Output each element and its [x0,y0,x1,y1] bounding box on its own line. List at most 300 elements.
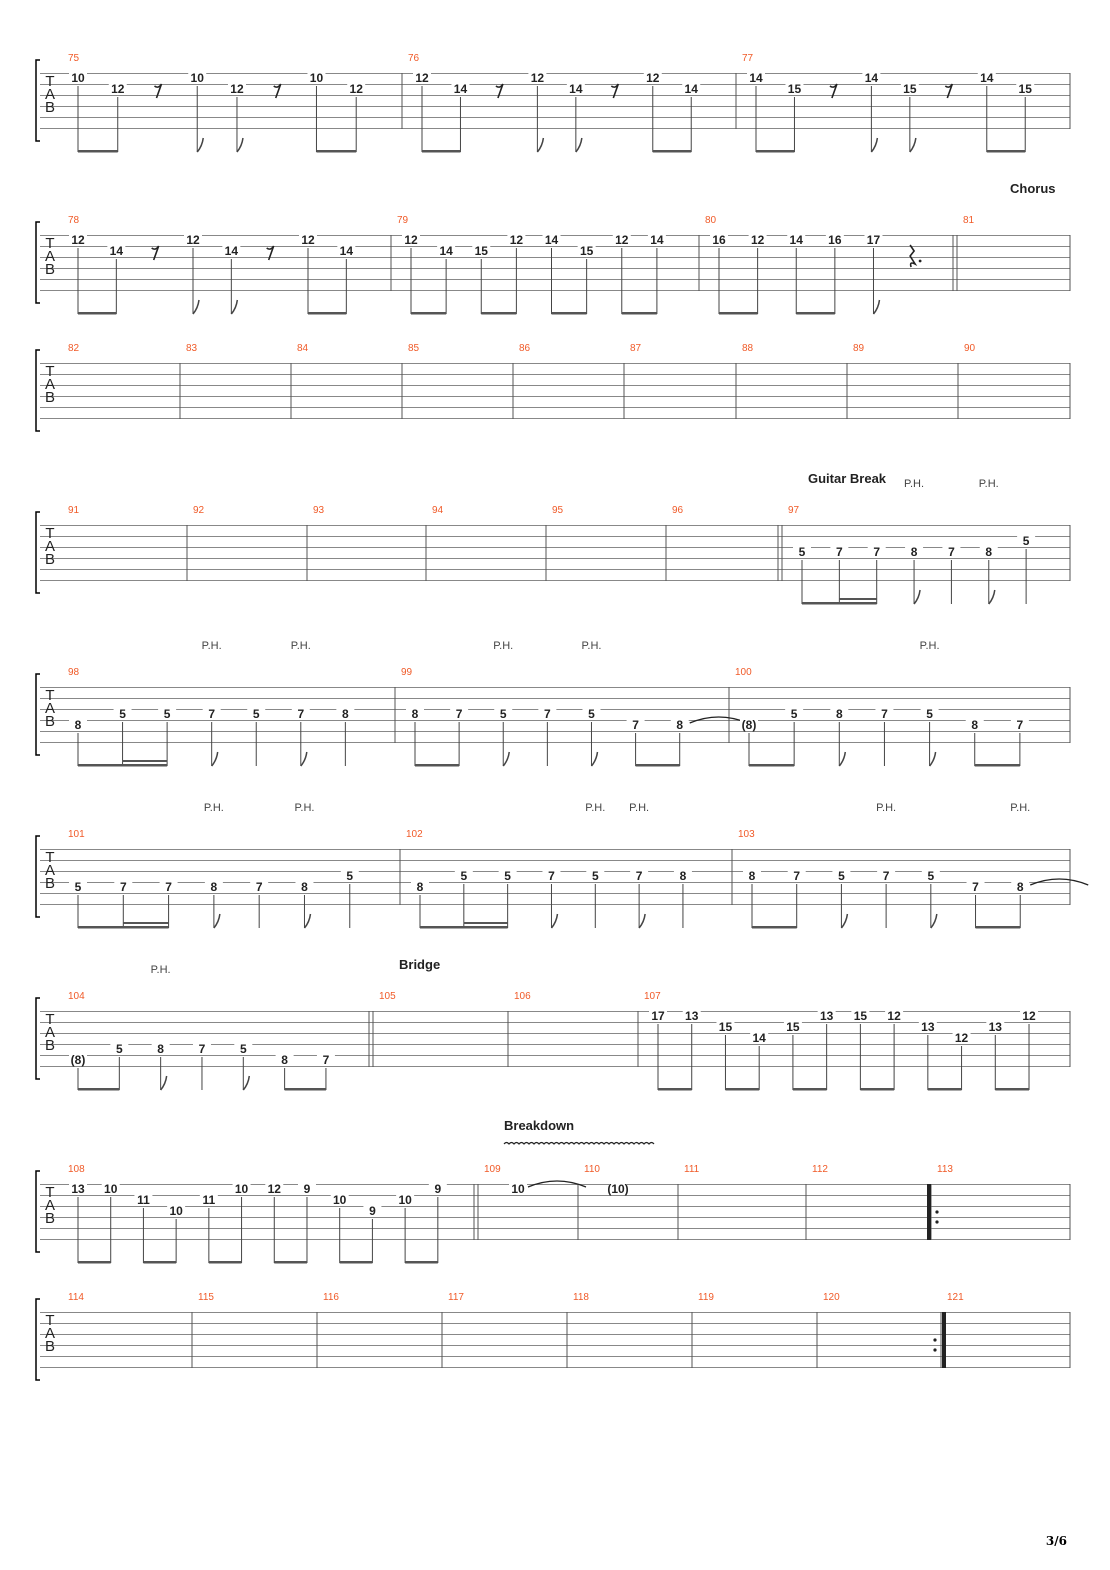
note-beam [752,926,797,929]
note-beam [658,1088,692,1091]
fret-number: 15 [1018,82,1032,96]
fret-number: 9 [303,1182,311,1196]
measure [964,343,976,354]
note-flag [591,752,597,766]
note-flag [910,138,916,152]
fret-number: 8 [910,545,918,559]
palm-harmonic-label: P.H. [150,964,171,976]
fret-number: 8 [210,880,218,894]
fret-number: 7 [322,1053,330,1067]
palm-harmonic-label: P.H. [978,478,999,490]
repeat-start-bar [927,1184,931,1240]
repeat-dot [933,1348,936,1351]
measure [705,215,953,315]
fret-number: 12 [267,1182,281,1196]
tab-clef-letter: A [44,1197,56,1214]
measure-number: 112 [812,1164,828,1175]
note-flag [237,138,243,152]
note-beam [719,312,758,315]
palm-harmonic-label: P.H. [294,802,315,814]
measure-number: 87 [630,343,642,354]
note-beam [78,150,118,153]
measure-number: 119 [698,1292,714,1303]
note-flag [161,1076,167,1090]
tab-clef-letter: T [45,687,55,704]
measure [584,1164,629,1196]
tab-clef-letter: A [44,862,56,879]
measure [297,343,309,354]
fret-number: 14 [684,82,698,96]
measure-number: 120 [823,1292,840,1303]
measure [552,505,564,516]
fret-number: 5 [504,869,511,883]
palm-harmonic-label: P.H. [581,640,602,652]
measure [68,802,359,929]
fret-number: 14 [109,244,124,258]
measure-number: 116 [323,1292,339,1303]
palm-harmonic-label: P.H. [493,640,514,652]
note-beam-16th [123,760,168,762]
note-flag [841,914,847,928]
note-flag [551,914,557,928]
measure-number: 78 [68,215,80,226]
repeat-end-bar [942,1312,946,1368]
fret-number: 13 [921,1020,935,1034]
measure-number: 75 [68,53,80,64]
section-label: Bridge [399,957,441,972]
fret-number: 8 [679,869,687,883]
fret-number: 7 [873,545,881,559]
measure-number: 121 [947,1292,964,1303]
fret-number: 8 [74,718,82,732]
fret-number: 13 [988,1020,1002,1034]
fret-number: 14 [650,233,664,247]
fret-number: 5 [346,869,354,883]
measure [313,505,325,516]
system-brace [36,836,40,917]
fret-number: 14 [864,71,879,85]
fret-number: 7 [793,869,801,883]
fret-number: 13 [685,1009,699,1023]
measure [408,343,420,354]
palm-harmonic-label: P.H. [290,640,311,652]
fret-number: 5 [119,707,126,721]
measure [68,53,365,153]
tab-clef-letter: T [45,849,55,866]
tab-system [36,1118,1070,1264]
note-beam [653,150,691,153]
measure [947,1292,964,1303]
measure [742,343,754,354]
fret-number: 15 [853,1009,868,1023]
fret-number: 15 [787,82,802,96]
section-label: Breakdown [504,1118,575,1133]
fret-number: 10 [169,1204,183,1218]
tab-system [36,471,1070,605]
repeat-dot [933,1338,936,1341]
measure-number: 89 [853,343,865,354]
measure-number: 118 [573,1292,589,1303]
fret-number: 17 [866,233,881,247]
measure [193,505,205,516]
note-flag [214,914,220,928]
fret-number: 9 [369,1204,376,1218]
measure-number: 110 [584,1164,600,1175]
quarter-rest [910,245,915,267]
fret-number: 14 [752,1031,766,1045]
note-flag [503,752,509,766]
measure-number: 103 [738,829,755,840]
fret-number: 14 [980,71,994,85]
fret-number: 5 [499,707,507,721]
fret-number: 5 [252,707,260,721]
system-brace [36,350,40,431]
tab-clef-letter: A [44,248,56,265]
fret-number: 13 [71,1182,85,1196]
note-beam [860,1088,894,1091]
fret-number: 14 [453,82,468,96]
note-flag [212,752,218,766]
palm-harmonic-label: P.H. [203,802,224,814]
fret-number: 16 [828,233,842,247]
fret-number: 8 [416,880,424,894]
tab-system [36,53,1070,153]
tab-clef-letter: B [44,1037,56,1054]
note-flag [930,752,936,766]
tab-clef-letter: A [44,376,56,393]
measure [573,1292,589,1303]
system-brace [36,512,40,593]
fret-number: 12 [887,1009,901,1023]
measure [630,343,642,354]
tab-clef-letter: B [44,713,56,730]
fret-number: 13 [819,1009,834,1023]
measure [432,505,444,516]
measure-number: 88 [742,343,754,354]
tab-clef-letter: A [44,538,56,555]
fret-number: 5 [790,707,798,721]
tab-clef-letter: T [45,235,55,252]
fret-number: 7 [632,718,639,732]
measure-number: 94 [432,505,444,516]
measure-number: 83 [186,343,198,354]
measure [742,53,1034,153]
fret-number: 5 [927,869,935,883]
tab-system [36,181,1070,315]
fret-number: 8 [411,707,419,721]
measure-number: 85 [408,343,420,354]
fret-number: 12 [750,233,765,247]
tab-clef-letter: B [44,1210,56,1227]
note-beam [636,764,680,767]
measure-number: 99 [401,667,413,678]
measure [408,53,700,153]
fret-number: 5 [163,707,171,721]
measure-number: 79 [397,215,409,226]
fret-number: 15 [718,1020,733,1034]
tab-clef-letter: B [44,389,56,406]
fret-number: 7 [544,707,551,721]
measure-number: 111 [684,1164,700,1175]
measure [514,991,531,1002]
note-flag [873,300,879,314]
fret-number: 12 [615,233,629,247]
tab-system [36,802,1088,929]
fret-number: 12 [230,82,244,96]
measure [738,802,1088,929]
fret-number: 17 [651,1009,665,1023]
measure [68,505,80,516]
measure-number: 101 [68,829,85,840]
note-beam [143,1261,176,1264]
tab-clef-letter: B [44,261,56,278]
note-flag [301,752,307,766]
tab-clef-letter: T [45,1184,55,1201]
measure [963,181,1056,226]
fret-number: 8 [281,1053,288,1067]
palm-harmonic-label: P.H. [919,640,940,652]
fret-number: 7 [948,545,955,559]
vibrato-wave [504,1143,654,1145]
fret-number: 12 [71,233,85,247]
note-flag [931,914,937,928]
measure [198,1292,214,1303]
note-beam [552,312,587,315]
measure-number: 108 [68,1164,85,1175]
fret-number: 5 [239,1042,247,1056]
measure [448,1292,464,1303]
note-beam [976,926,1021,929]
measure [397,215,666,315]
note-beam [622,312,657,315]
measure-number: 84 [297,343,309,354]
note-beam [78,312,116,315]
measure-number: 113 [937,1164,953,1175]
measure-number: 109 [484,1164,501,1175]
fret-number: 5 [838,869,845,883]
measure [68,215,355,315]
section-label: Guitar Break [808,471,887,486]
fret-number: 10 [333,1193,347,1207]
fret-number: 5 [460,869,468,883]
tab-system [36,343,1070,431]
fret-number: 8 [971,718,979,732]
fret-number: (8) [70,1053,86,1067]
measure-number: 107 [644,991,661,1002]
fret-number: 12 [530,71,545,85]
measure-number: 81 [963,215,975,226]
fret-number: 14 [789,233,803,247]
palm-harmonic-label: P.H. [876,802,897,814]
fret-number: 10 [104,1182,118,1196]
fret-number: 7 [297,707,305,721]
fret-number: 12 [509,233,524,247]
measure [186,343,198,354]
note-beam [209,1261,242,1264]
fret-number: 9 [434,1182,442,1196]
tab-system [36,1292,1070,1380]
fret-number: 15 [903,82,917,96]
fret-number: 14 [544,233,559,247]
note-beam [928,1088,962,1091]
measure-number: 90 [964,343,976,354]
measure [684,1164,700,1175]
fret-number: 15 [786,1020,800,1034]
fret-number: 10 [190,71,204,85]
tab-clef-letter: B [44,1338,56,1355]
tab-clef-letter: A [44,700,56,717]
note-beam [78,1088,119,1091]
fret-number: 7 [1016,718,1024,732]
note-beam-16th [123,922,168,924]
measure [379,957,440,1002]
fret-number: 8 [748,869,756,883]
note-beam [481,312,516,315]
measure [735,640,1029,767]
fret-number: 16 [712,233,726,247]
measure [937,1164,953,1175]
fret-number: 12 [349,82,363,96]
measure-number: 100 [735,667,752,678]
note-beam [78,926,169,929]
note-beam [78,1261,111,1264]
note-beam [987,150,1025,153]
measure-number: 93 [313,505,325,516]
measure-number: 96 [672,505,684,516]
measure [323,1292,339,1303]
tab-clef-letter: A [44,1024,56,1041]
note-beam [415,764,459,767]
fret-number: 12 [1022,1009,1036,1023]
note-beam [975,764,1020,767]
measure-number: 115 [198,1292,214,1303]
note-beam [78,764,167,767]
fret-number: 10 [511,1182,525,1196]
measure [68,964,369,1091]
measure [698,1292,714,1303]
repeat-dot [935,1210,938,1213]
fret-number: 7 [972,880,979,894]
fret-number: 14 [749,71,763,85]
fret-number: 14 [439,244,453,258]
system-brace [36,1299,40,1380]
palm-harmonic-label: P.H. [629,802,650,814]
measure-number: 91 [68,505,80,516]
measure [68,1164,474,1264]
note-beam [420,926,508,929]
fret-number: 8 [1016,880,1024,894]
measure [644,991,1038,1091]
note-flag [989,590,995,604]
note-flag [197,138,203,152]
fret-number: 15 [579,244,594,258]
fret-number: 5 [798,545,806,559]
tab-clef-letter: B [44,551,56,568]
fret-number: (10) [607,1182,629,1196]
palm-harmonic-label: P.H. [904,478,925,490]
system-brace [36,998,40,1079]
measure-number: 117 [448,1292,464,1303]
note-beam [340,1261,373,1264]
measure-number: 97 [788,505,800,516]
fret-number: 12 [186,233,200,247]
fret-number: 7 [882,869,890,883]
fret-number: 10 [234,1182,249,1196]
tab-clef-letter: T [45,1312,55,1329]
note-beam [725,1088,759,1091]
measure-number: 82 [68,343,80,354]
note-beam [793,1088,827,1091]
measure-number: 98 [68,667,80,678]
note-beam-16th [839,598,876,600]
fret-number: 7 [635,869,643,883]
fret-number: 10 [71,71,85,85]
fret-number: 5 [1022,534,1030,548]
fret-number: 5 [588,707,595,721]
fret-number: 8 [157,1042,164,1056]
measure-number: 102 [406,829,423,840]
measure-number: 92 [193,505,205,516]
page-number: 3/6 [1045,1534,1067,1548]
measure [68,640,354,767]
measure [68,1292,84,1303]
palm-harmonic-label: P.H. [201,640,222,652]
fret-number: 7 [455,707,463,721]
repeat-dot [935,1220,938,1223]
note-flag [914,590,920,604]
measure-number: 105 [379,991,396,1002]
fret-number: 14 [569,82,583,96]
note-flag [193,300,199,314]
palm-harmonic-label: P.H. [585,802,606,814]
fret-number: 5 [591,869,599,883]
note-beam [308,312,346,315]
tab-system [36,957,1070,1091]
note-beam [749,764,794,767]
measure-number: 95 [552,505,564,516]
tab-system [36,640,1070,767]
fret-number: 11 [202,1193,216,1207]
note-beam [411,312,446,315]
fret-number: 5 [926,707,933,721]
note-flag [231,300,237,314]
measure-number: 80 [705,215,717,226]
fret-number: 8 [301,880,308,894]
measure-number: 77 [742,53,754,64]
fret-number: 7 [548,869,555,883]
fret-number: 12 [415,71,429,85]
measure [401,640,748,767]
fret-number: 7 [198,1042,206,1056]
fret-number: 12 [404,233,418,247]
note-beam [285,1088,326,1091]
fret-number: 7 [165,880,172,894]
tab-clef-letter: T [45,1011,55,1028]
note-flag [243,1076,249,1090]
fret-number: 10 [398,1193,412,1207]
note-beam [316,150,356,153]
system-brace [36,1171,40,1252]
fret-number: 12 [646,71,660,85]
fret-number: 8 [676,718,684,732]
tab-clef-letter: B [44,875,56,892]
fret-number: 15 [474,244,488,258]
tab-clef-letter: T [45,525,55,542]
measure [68,343,80,354]
fret-number: 7 [119,880,127,894]
section-label: Chorus [1010,181,1056,196]
note-beam [802,602,877,605]
